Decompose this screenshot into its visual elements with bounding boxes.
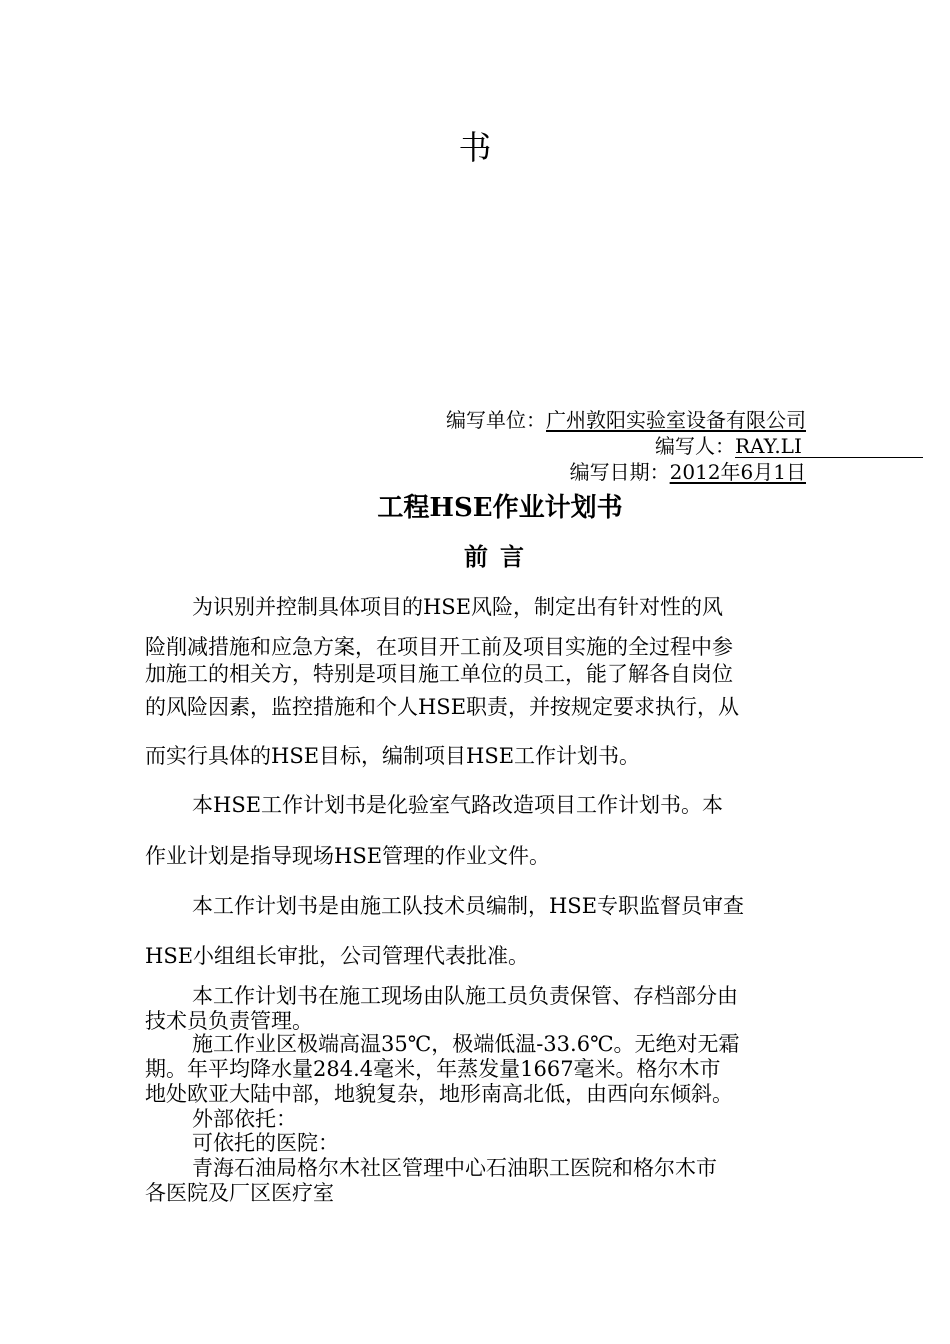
body-line: 外部依托： [192, 1107, 297, 1131]
cover-title-char: 书 [458, 128, 492, 167]
body-line: 青海石油局格尔木社区管理中心石油职工医院和格尔木市 [192, 1156, 717, 1180]
body-line: 本HSE工作计划书是化验室气路改造项目工作计划书。本 [192, 793, 724, 817]
body-line: 为识别并控制具体项目的HSE风险，制定出有针对性的风 [192, 595, 724, 619]
compiling-unit-value: 广州敦阳实验室设备有限公司 [546, 408, 806, 432]
compile-date-label: 编写日期： [569, 460, 670, 484]
body-line: 作业计划是指导现场HSE管理的作业文件。 [145, 844, 551, 868]
body-line: 施工作业区极端高温35℃，极端低温-33.6℃。无绝对无霜 [192, 1032, 740, 1056]
author-value: RAY.LI [735, 435, 923, 458]
body-line: 各医院及厂区医疗室 [145, 1181, 334, 1205]
document-title: 工程HSE作业计划书 [377, 493, 623, 523]
body-line: 可依托的医院： [192, 1131, 339, 1155]
author-label: 编写人： [655, 434, 735, 458]
compiling-unit-label: 编写单位： [446, 408, 546, 432]
author [655, 433, 923, 459]
body-line: HSE小组组长审批，公司管理代表批准。 [145, 944, 530, 968]
body-line: 技术员负责管理。 [145, 1009, 313, 1033]
body-line: 本工作计划书在施工现场由队施工员负责保管、存档部分由 [192, 984, 738, 1008]
compiling-unit [446, 407, 806, 433]
body-line: 加施工的相关方，特别是项目施工单位的员工，能了解各自岗位 [145, 662, 733, 686]
body-line: 的风险因素，监控措施和个人HSE职责，并按规定要求执行，从 [145, 695, 740, 719]
compile-date [570, 459, 806, 485]
preface-heading: 前言 [464, 542, 536, 571]
body-line: 险削减措施和应急方案，在项目开工前及项目实施的全过程中参 [145, 635, 733, 659]
body-line: 期。年平均降水量284.4毫米，年蒸发量1667毫米。格尔木市 [145, 1057, 721, 1081]
compile-date-value: 2012年6月1日 [669, 460, 806, 484]
body-line: 而实行具体的HSE目标，编制项目HSE工作计划书。 [145, 744, 641, 768]
body-line: 本工作计划书是由施工队技术员编制，HSE专职监督员审查 [192, 894, 745, 918]
body-line: 地处欧亚大陆中部，地貌复杂，地形南高北低，由西向东倾斜。 [145, 1082, 733, 1106]
